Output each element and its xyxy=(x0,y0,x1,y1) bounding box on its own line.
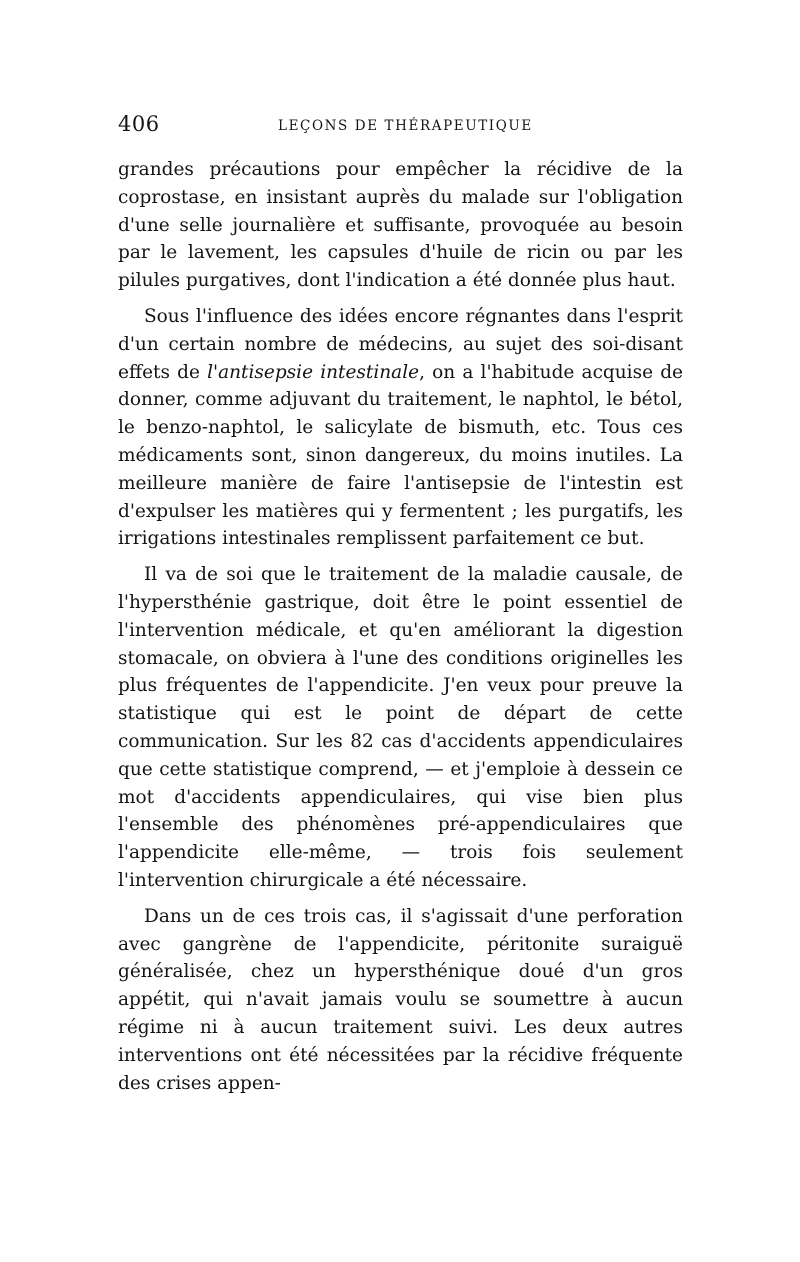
paragraph-2-italic-term: l'antisepsie intestinale xyxy=(207,361,420,383)
paragraph-2 xyxy=(118,303,683,553)
page-number: 406 xyxy=(118,112,160,136)
paragraph-2-text-after: , on a l'habitude acquise de donner, comme adjuvant du traitement, le naphtol, le bétol, le benzo-naphtol, le salicylate de bismuth, etc. Tous ces médicaments sont, sinon dangereux, du moins inutiles. La meilleure manière de faire l'antisepsie de l'intestin est d'expulser les matières qui y fermentent ; les purgatifs, les irrigations intestinales remplissent parfaitement ce but. xyxy=(118,361,683,550)
running-title: LEÇONS DE THÉRAPEUTIQUE xyxy=(278,118,533,134)
page-text xyxy=(118,156,683,1097)
paragraph-3: Il va de soi que le traitement de la maladie causale, de l'hypersthénie gastrique, doit être le point essentiel de l'intervention médicale, et qu'en améliorant la digestion stomacale, on obviera à l'une des conditions originelles les plus fréquentes de l'appendicite. J'en veux pour preuve la statistique qui est le point de départ de cette communication. Sur les 82 cas d'accidents appendiculaires que cette statistique comprend, — et j'emploie à dessein ce mot d'accidents appendiculaires, qui vise bien plus l'ensemble des phénomènes pré-appendiculaires que l'appendicite elle-même, — trois fois seulement l'intervention chirurgicale a été nécessaire. xyxy=(118,564,683,891)
paragraph-1: grandes précautions pour empêcher la récidive de la coprostase, en insistant auprès du malade sur l'obligation d'une selle journalière et suffisante, provoquée au besoin par le lavement, les capsules d'huile de ricin ou par les pilules purgatives, dont l'indication a été donnée plus haut. xyxy=(118,159,683,292)
running-header xyxy=(118,110,683,144)
paragraph-2-text-before: Sous l'influence des idées encore régnantes dans l'esprit d'un certain nombre de médecins, au sujet des soi-disant effets de xyxy=(118,305,683,383)
paragraph-4: Dans un de ces trois cas, il s'agissait d'une perforation avec gangrène de l'appendicite, péritonite suraiguë généralisée, chez un hypersthénique doué d'un gros appétit, qui n'avait jamais voulu se soumettre à aucun régime ni à aucun traitement suivi. Les deux autres interventions ont été nécessitées par la récidive fréquente des crises appen- xyxy=(118,905,683,1094)
book-page xyxy=(118,110,683,1105)
